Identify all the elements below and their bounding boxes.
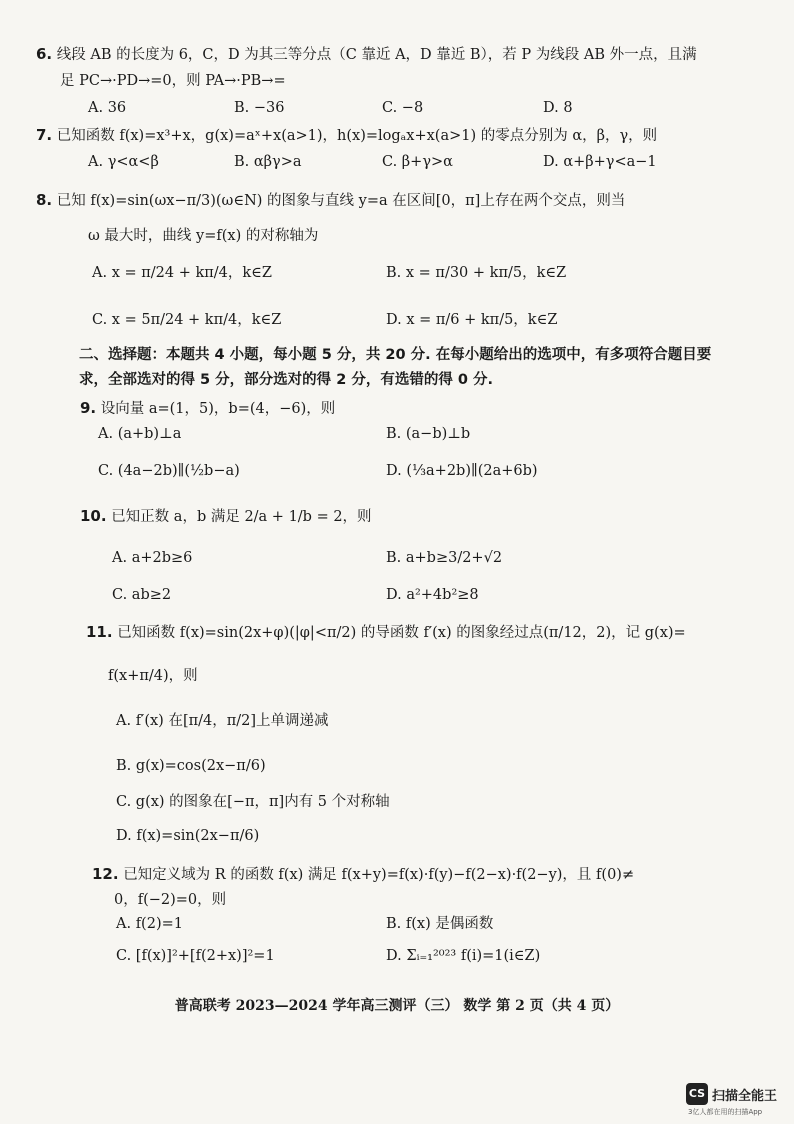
question-text: 设向量 a=(1，5)，b=(4，−6)，则 (100, 401, 336, 417)
logo-subtitle: 3亿人都在用的扫描App (688, 1108, 763, 1116)
question-8-line2: ω 最大时，曲线 y=f(x) 的对称轴为 (88, 228, 319, 244)
question-number: 10. (80, 507, 107, 525)
option-c: C. [f(x)]²+[f(2+x)]²=1 (116, 948, 275, 964)
question-number: 12. (92, 865, 119, 883)
option-c: C. x = 5π/24 + kπ/4，k∈Z (92, 312, 282, 328)
option-a: A. f(2)=1 (116, 916, 183, 932)
question-11 (86, 622, 686, 643)
question-number: 9. (80, 399, 97, 417)
option-a: A. a+2b≥6 (112, 550, 193, 566)
logo-name: 扫描全能王 (712, 1089, 778, 1104)
option-c: C. β+γ>α (382, 154, 453, 170)
question-6-line2: 足 PC→·PD→=0，则 PA→·PB→= (60, 73, 286, 89)
question-text: 已知正数 a，b 满足 2/a + 1/b = 2，则 (111, 509, 372, 525)
camscanner-icon: CS (686, 1083, 708, 1105)
section-header-line1: 二、选择题：本题共 4 小题，每小题 5 分，共 20 分. 在每小题给出的选项中，有多项符合题目要 (79, 347, 712, 363)
question-number: 8. (36, 191, 53, 209)
option-a: A. 36 (88, 100, 127, 116)
question-text: 已知函数 f(x)=x³+x，g(x)=aˣ+x(a>1)，h(x)=logₐx+x(a>1) 的零点分别为 α，β，γ，则 (56, 128, 658, 144)
question-12-line2: 0，f(−2)=0，则 (114, 892, 227, 908)
option-b: B. (a−b)⊥b (386, 426, 471, 442)
option-b: B. a+b≥3/2+√2 (386, 550, 503, 566)
option-b: B. g(x)=cos(2x−π/6) (116, 758, 266, 774)
option-a: A. (a+b)⊥a (98, 426, 182, 442)
question-number: 7. (36, 126, 53, 144)
page-footer: 普高联考 2023—2024 学年高三测评（三） 数学 第 2 页（共 4 页） (174, 998, 620, 1014)
option-d: D. α+β+γ<a−1 (543, 154, 657, 170)
option-b: B. αβγ>a (234, 154, 302, 170)
question-7 (36, 125, 657, 146)
option-a: A. f′(x) 在[π/4，π/2]上单调递减 (116, 713, 329, 729)
option-d: D. f(x)=sin(2x−π/6) (116, 828, 260, 844)
option-c: C. −8 (382, 100, 424, 116)
option-c: C. g(x) 的图象在[−π，π]内有 5 个对称轴 (116, 794, 390, 810)
question-8 (36, 190, 625, 211)
question-11-line2: f(x+π/4)，则 (108, 668, 198, 684)
option-b: B. f(x) 是偶函数 (386, 916, 494, 932)
question-number: 6. (36, 45, 53, 63)
question-number: 11. (86, 623, 113, 641)
option-a: A. γ<α<β (88, 154, 159, 170)
option-d: D. (⅓a+2b)∥(2a+6b) (386, 463, 538, 479)
scanner-logo (686, 1083, 786, 1117)
option-c: C. ab≥2 (112, 587, 172, 603)
option-b: B. x = π/30 + kπ/5，k∈Z (386, 265, 567, 281)
option-d: D. a²+4b²≥8 (386, 587, 479, 603)
question-6 (36, 44, 697, 65)
question-text: 线段 AB 的长度为 6，C，D 为其三等分点（C 靠近 A，D 靠近 B），若 P 为线段 AB 外一点，且满 (56, 47, 697, 63)
question-text: 已知函数 f(x)=sin(2x+φ)(|φ|<π/2) 的导函数 f′(x) 的图象经过点(π/12，2)，记 g(x)= (117, 625, 686, 641)
option-b: B. −36 (234, 100, 285, 116)
option-c: C. (4a−2b)∥(½b−a) (98, 463, 240, 479)
option-a: A. x = π/24 + kπ/4，k∈Z (92, 265, 272, 281)
question-12 (92, 864, 634, 885)
option-d: D. Σᵢ₌₁²⁰²³ f(i)=1(i∈Z) (386, 948, 541, 964)
section-header-line2: 求，全部选对的得 5 分，部分选对的得 2 分，有选错的得 0 分. (79, 372, 494, 388)
question-10 (80, 506, 372, 527)
question-9 (80, 398, 335, 419)
question-text: 已知 f(x)=sin(ωx−π/3)(ω∈N) 的图象与直线 y=a 在区间[0，π]上存在两个交点，则当 (56, 193, 626, 209)
option-d: D. 8 (543, 100, 573, 116)
option-d: D. x = π/6 + kπ/5，k∈Z (386, 312, 558, 328)
question-text: 已知定义域为 R 的函数 f(x) 满足 f(x+y)=f(x)·f(y)−f(2−x)·f(2−y)，且 f(0)≠ (123, 867, 635, 883)
